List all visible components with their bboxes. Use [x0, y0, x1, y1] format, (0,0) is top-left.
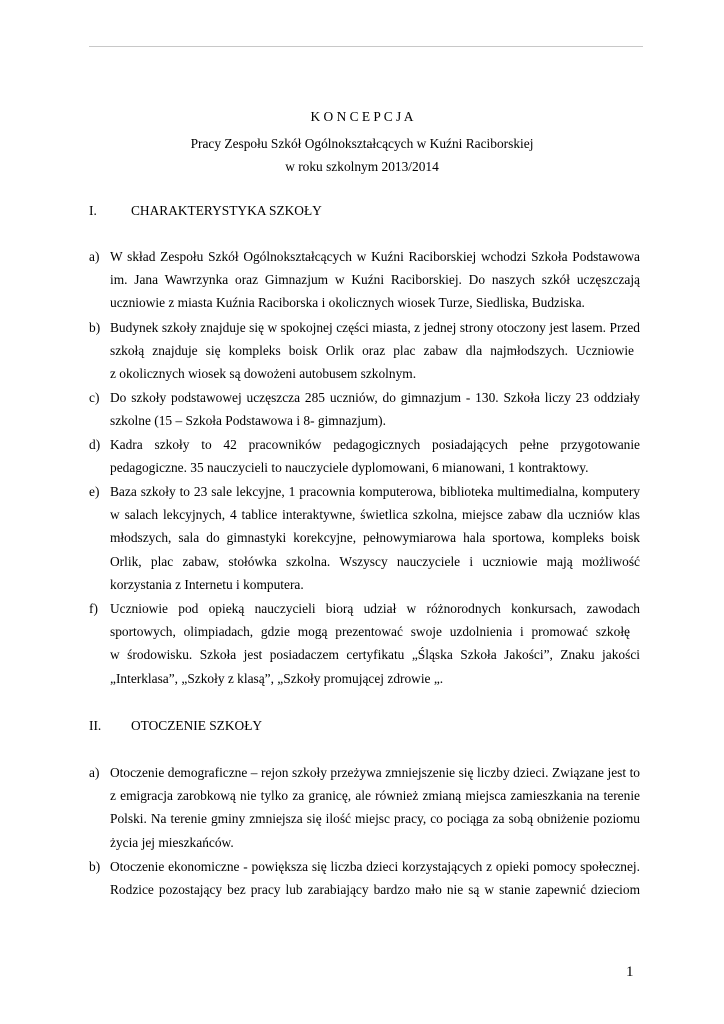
page-number: 1 — [626, 964, 634, 980]
list-marker: a) — [89, 765, 100, 780]
item-line: im. Jana Wawrzynka oraz Gimnazjum w Kuźni Raciborskiej. Do naszych szkół uczęszczają — [110, 272, 640, 288]
header-rule — [89, 46, 643, 47]
item-line: uczniowie z miasta Kuźnia Raciborska i okolicznych wiosek Turze, Siedliska, Budziska. — [110, 295, 585, 311]
list-item — [89, 245, 640, 315]
item-line: korzystania z Internetu i komputera. — [110, 576, 304, 592]
section-title: CHARAKTERYSTYKA SZKOŁY — [131, 203, 322, 218]
item-line: Budynek szkoły znajduje się w spokojnej części miasta, z jednej strony otoczony jest lasem. Przed — [110, 320, 640, 335]
list-item — [89, 855, 640, 901]
item-line: pedagogiczne. 35 nauczycieli to nauczyciele dyplomowani, 6 mianowani, 1 kontraktowy. — [110, 460, 589, 476]
section-number: I. — [89, 203, 97, 218]
item-line: Otoczenie ekonomiczne - powiększa się liczba dzieci korzystających z opieki pomocy społecznej. — [110, 859, 640, 874]
item-line: „Interklasa”, „Szkoły z klasą”, „Szkoły promującej zdrowie „. — [110, 670, 444, 686]
item-line: sportowych, olimpiadach, gdzie mogą prezentować swoje uzdolnienia i promować szkołę — [110, 624, 630, 640]
list-marker: e) — [89, 484, 100, 499]
list-item — [89, 433, 640, 479]
item-line: Orlik, plac zabaw, stołówka szkolna. Wszyscy nauczyciele i uczniowie mają możliwość — [110, 553, 640, 569]
item-line: życia jej mieszkańców. — [110, 834, 234, 850]
item-line: Baza szkoły to 23 sale lekcyjne, 1 pracownia komputerowa, biblioteka multimedialna, komputery — [110, 484, 640, 499]
item-line: szkołą znajduje się kompleks boisk Orlik oraz plac zabaw dla najmłodszych. Uczniowie — [110, 343, 634, 359]
item-line: Polski. Na terenie gminy zmniejsza się ilość miejsc pracy, co pociąga za sobą obniżenie poziomu — [110, 811, 640, 827]
item-line: Do szkoły podstawowej uczęszcza 285 uczniów, do gimnazjum - 130. Szkoła liczy 23 oddziały — [110, 390, 640, 405]
list-marker: f) — [89, 601, 98, 616]
document-school-year: w roku szkolnym 2013/2014 — [285, 159, 439, 174]
item-line: Otoczenie demograficzne – rejon szkoły przeżywa zmniejszenie się liczby dzieci. Związane jest to — [110, 765, 640, 780]
section-title: OTOCZENIE SZKOŁY — [131, 718, 263, 733]
section-number: II. — [89, 718, 102, 733]
item-line: Uczniowie pod opieką nauczycieli biorą udział w różnorodnych konkursach, zawodach — [110, 601, 640, 616]
item-line: w salach lekcyjnych, 4 tablice interaktywne, świetlica szkolna, miejsce zabaw dla uczniów klas — [110, 507, 640, 523]
list-marker: b) — [89, 859, 101, 874]
list-item — [89, 761, 640, 854]
item-line: z okolicznych wiosek są dowożeni autobusem szkolnym. — [110, 366, 417, 382]
list-item — [89, 316, 640, 386]
list-marker: c) — [89, 390, 100, 405]
list-item — [89, 386, 640, 432]
item-line: Rodzice pozostający bez pracy lub zarabiający bardzo mało nie są w stanie zapewnić dzieciom — [110, 882, 640, 898]
list-marker: b) — [89, 320, 101, 335]
list-marker: d) — [89, 437, 101, 452]
item-line: z emigracja zarobkową nie tylko za granicę, ale również zmianą miejsca zamieszkania na terenie — [110, 788, 640, 804]
item-line: młodszych, sala do gimnastyki korekcyjne, pełnowymiarowa hala sportowa, kompleks boisk — [110, 530, 640, 546]
list-item — [89, 480, 640, 596]
item-line: Kadra szkoły to 42 pracowników pedagogicznych posiadających pełne przygotowanie — [110, 437, 640, 452]
item-line: szkolne (15 – Szkoła Podstawowa i 8- gimnazjum). — [110, 413, 386, 429]
list-item — [89, 597, 640, 690]
document-title: K O N C E P C J A — [310, 109, 414, 124]
list-marker: a) — [89, 249, 100, 264]
item-line: w środowisku. Szkoła jest posiadaczem certyfikatu „Śląska Szkoła Jakości”, Znaku jakości — [110, 647, 640, 663]
document-subtitle: Pracy Zespołu Szkół Ogólnokształcących w Kuźni Raciborskiej — [190, 136, 534, 151]
item-line: W skład Zespołu Szkół Ogólnokształcących w Kuźni Raciborskiej wchodzi Szkoła Podstawowa — [110, 249, 640, 264]
